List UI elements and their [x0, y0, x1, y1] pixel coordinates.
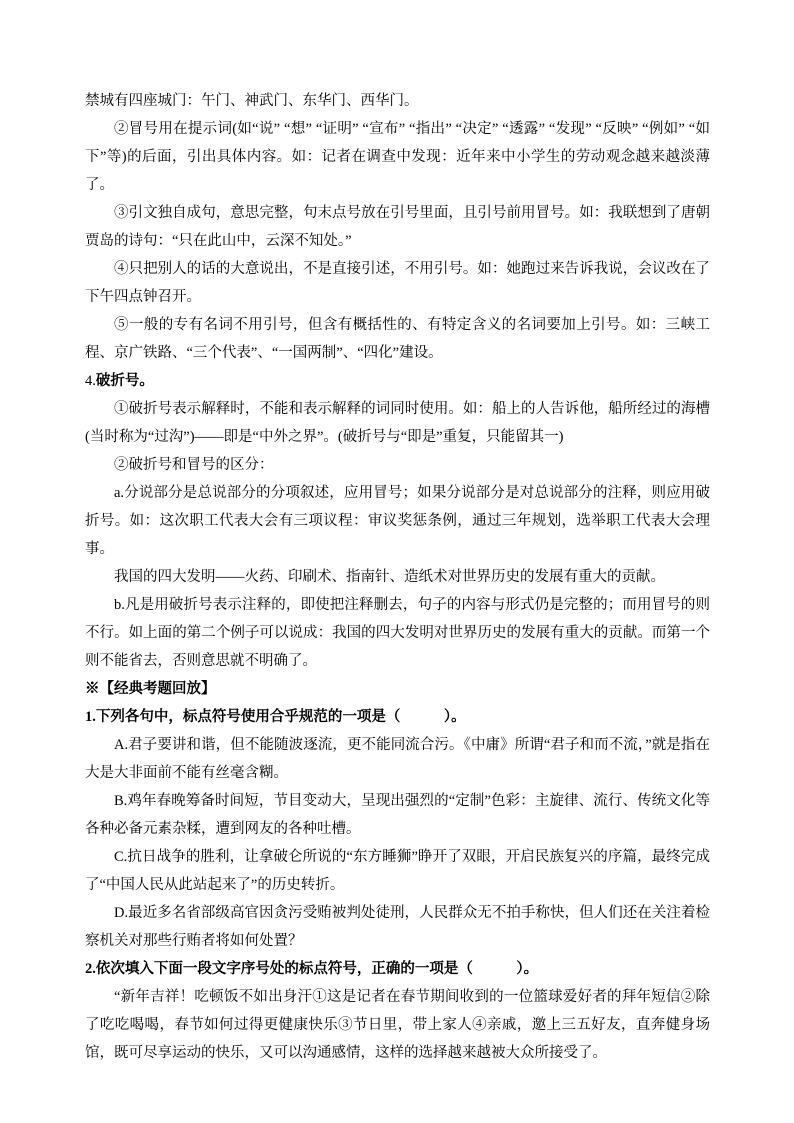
- text-run: 4.: [85, 373, 96, 389]
- text-run: ①破折号表示解释时，不能和表示解释的词同时使用。如：船上的人告诉他，船所经过的海槽(当时称为“过沟”)——即是“中外之界”。(破折号与“即是”重复，只能留其一): [85, 401, 710, 445]
- text-run: A.君子要讲和谐，但不能随波逐流，更不能同流合污。《中庸》所谓“君子和而不流，”就是指在大是大非面前不能有丝毫含糊。: [85, 737, 710, 781]
- question-1-option-b: [85, 787, 710, 843]
- text-run: C.抗日战争的胜利，让拿破仑所说的“东方睡狮”睁开了双眼，开启民族复兴的序篇，最终完成了“中国人民从此站起来了”的历史转折。: [85, 849, 710, 893]
- text-run: b.凡是用破折号表示注释的，即使把注释删去，句子的内容与形式仍是完整的；而用冒号的则不行。如上面的第二个例子可以说成：我国的四大发明对世界历史的发展有重大的贡献。而第一个则不能省去，否则意思就不明确了。: [85, 597, 710, 669]
- text-run: 1.下列各句中，标点符号使用合乎规范的一项是（ ）。: [85, 709, 466, 725]
- text-run: a.分说部分是总说部分的分项叙述，应用冒号；如果分说部分是对总说部分的注释，则应用破折号。如：这次职工代表大会有三项议程：审议奖惩条例，通过三年规划，选举职工代表大会理事。: [85, 485, 710, 557]
- heading-dash: [85, 367, 710, 395]
- question-1-option-c: [85, 843, 710, 899]
- para-quote-rule-3: [85, 199, 710, 255]
- para-quote-rule-4: [85, 255, 710, 311]
- document-content: [85, 87, 710, 1067]
- para-dash-rule-2: [85, 451, 710, 479]
- text-run: 破折号。: [95, 373, 154, 389]
- question-2: [85, 955, 710, 983]
- text-run: ②破折号和冒号的区分：: [114, 457, 274, 473]
- text-run: 我国的四大发明——火药、印刷术、指南针、造纸术对世界历史的发展有重大的贡献。: [114, 569, 665, 585]
- para-quote-rule-5: [85, 311, 710, 367]
- text-run: 禁城有四座城门：午门、神武门、东华门、西华门。: [85, 93, 419, 109]
- text-run: ④只把别人的话的大意说出，不是直接引述，不用引号。如：她跑过来告诉我说，会议改在了下午四点钟召开。: [85, 261, 710, 305]
- para-colon-rule-2: [85, 115, 710, 199]
- text-run: B.鸡年春晚筹备时间短，节目变动大，呈现出强烈的“定制”色彩：主旋律、流行、传统文化等各种必备元素杂糅，遭到网友的各种吐槽。: [85, 793, 710, 837]
- para-continuation: [85, 87, 710, 115]
- question-1: [85, 703, 710, 731]
- question-1-option-a: [85, 731, 710, 787]
- para-four-inventions: [85, 563, 710, 591]
- heading-classic-questions: [85, 675, 710, 703]
- text-run: “新年吉祥！吃顿饭不如出身汗①这是记者在春节期间收到的一位篮球爱好者的拜年短信②除了吃吃喝喝，春节如何过得更健康快乐③节日里，带上家人④亲戚，邀上三五好友，直奔健身场馆，既可尽享运动的快乐，又可以沟通感情，这样的选择越来越被大众所接受了。: [85, 989, 710, 1061]
- text-run: ③引文独自成句，意思完整，句末点号放在引号里面，且引号前用冒号。如：我联想到了唐朝贾岛的诗句：“只在此山中，云深不知处。”: [85, 205, 710, 249]
- question-1-option-d: [85, 899, 710, 955]
- text-run: ⑤一般的专有名词不用引号，但含有概括性的、有特定含义的名词要加上引号。如：三峡工程、京广铁路、“三个代表”、“一国两制”、“四化”建设。: [85, 317, 710, 361]
- para-dash-rule-2b: [85, 591, 710, 675]
- text-run: ②冒号用在提示词(如“说” “想” “证明” “宣布” “指出” “决定” “透露” “发现” “反映” “例如” “如下”等)的后面，引出具体内容。如：记者在调查中发现：近年来中小学生的劳动观念越来越淡薄了。: [85, 121, 710, 193]
- text-run: 2.依次填入下面一段文字序号处的标点符号，正确的一项是（ ）。: [85, 961, 539, 977]
- text-run: D.最近多名省部级高官因贪污受贿被判处徒刑，人民群众无不拍手称快，但人们还在关注着检察机关对那些行贿者将如何处置？: [85, 905, 710, 949]
- text-run: ※【经典考题回放】: [85, 681, 216, 697]
- question-2-passage: [85, 983, 710, 1067]
- para-dash-rule-1: [85, 395, 710, 451]
- para-dash-rule-2a: [85, 479, 710, 563]
